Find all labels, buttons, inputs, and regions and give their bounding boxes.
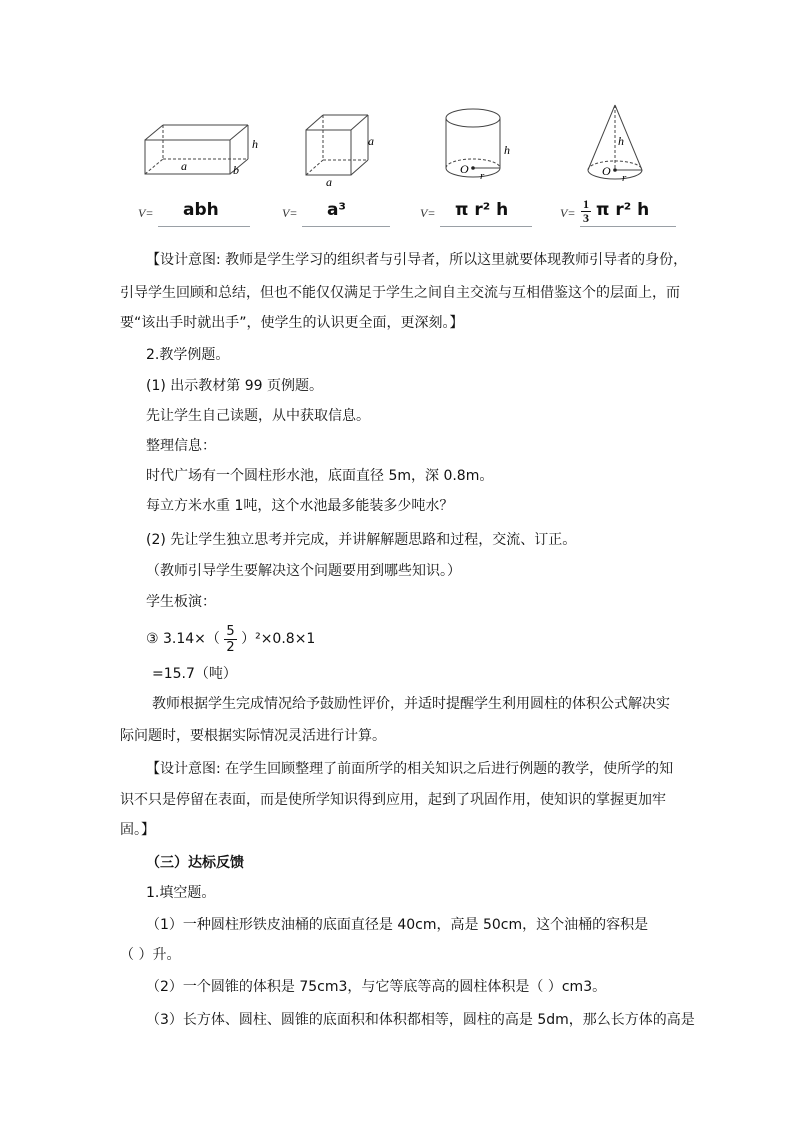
feedback-q1-line2: （ ）升。: [120, 947, 181, 963]
design-intent-2-line2: 识不只是停留在表面，而是使所学知识得到应用，起到了巩固作用，使知识的掌握更加牢: [120, 792, 666, 808]
cylinder-formula-prefix: V=: [420, 206, 436, 220]
calc-suffix: ）²×0.8×1: [241, 631, 316, 647]
example-heading: 2.教学例题。: [146, 347, 230, 363]
cone-formula-value: π r² h: [596, 200, 650, 220]
example-step2: (2) 先让学生独立思考并完成，并讲解解题思路和过程，交流、订正。: [146, 532, 577, 548]
example-info2: 每立方米水重 1吨，这个水池最多能装多少吨水？: [146, 498, 454, 514]
cylinder-formula-value: π r² h: [455, 200, 509, 220]
cube-label-a-bottom: a: [326, 175, 332, 189]
feedback-q3: （3）长方体、圆柱、圆锥的底面积和体积都相等，圆柱的高是 5dm，那么长方体的高是: [146, 1012, 695, 1028]
cone-figure: [582, 100, 662, 190]
example-guide: （教师引导学生要解决这个问题要用到哪些知识。）: [146, 563, 461, 579]
calc-fraction-numerator: 5: [226, 623, 235, 639]
cone-formula-fraction: [581, 198, 591, 225]
cuboid-figure: [135, 100, 260, 185]
design-intent-1-line2: 引导学生回顾和总结，但也不能仅仅满足于学生之间自主交流与互相借鉴这个的层面上，而: [120, 285, 680, 301]
example-organize: 整理信息：: [146, 438, 216, 454]
design-intent-2-line1: 【设计意图: 在学生回顾整理了前面所学的相关知识之后进行例题的教学，使所学的知: [146, 761, 674, 777]
example-calculation: [146, 622, 315, 656]
design-intent-1-line1: 【设计意图: 教师是学生学习的组织者与引导者，所以这里就要体现教师引导者的身份，: [146, 252, 688, 268]
example-eval-line2: 际问题时，要根据实际情况灵活进行计算。: [120, 728, 386, 744]
cylinder-label-o: O: [460, 162, 469, 176]
example-step1: (1) 出示教材第 99 页例题。: [146, 378, 323, 394]
cone-fraction-denominator: 3: [583, 211, 589, 225]
cuboid-formula-value: abh: [183, 200, 219, 220]
cone-formula-prefix: V=: [560, 206, 576, 220]
example-eval-line1: 教师根据学生完成情况给予鼓励性评价，并适时提醒学生利用圆柱的体积公式解决实: [152, 696, 670, 712]
example-result: =15.7（吨）: [152, 666, 237, 682]
cylinder-label-h: h: [504, 143, 510, 157]
design-intent-2-line3: 固。】: [120, 822, 155, 838]
feedback-q1-line1: （1）一种圆柱形铁皮油桶的底面直径是 40cm，高是 50cm，这个油桶的容积是: [146, 917, 649, 933]
cone-label-r: r: [622, 172, 627, 184]
cube-figure: [298, 100, 388, 190]
cylinder-diagram: [440, 100, 530, 190]
calc-fraction-denominator: 2: [226, 639, 235, 655]
cuboid-label-b: b: [233, 163, 239, 177]
cone-diagram: [582, 100, 662, 190]
cuboid-diagram: [135, 100, 260, 185]
cone-label-h: h: [618, 134, 624, 148]
calc-prefix: ③ 3.14×（: [146, 631, 220, 647]
cuboid-formula-prefix: V=: [138, 206, 154, 220]
cylinder-formula: [420, 200, 535, 230]
calc-fraction: [224, 624, 236, 655]
cuboid-label-h: h: [252, 137, 258, 151]
cone-label-o: O: [602, 164, 611, 178]
cuboid-formula: [138, 200, 253, 230]
example-read: 先让学生自己读题，从中获取信息。: [146, 408, 370, 424]
cube-label-a-side: a: [368, 134, 374, 148]
cone-fraction-numerator: 1: [583, 197, 589, 211]
cube-formula: [282, 200, 392, 230]
cone-formula: [560, 197, 680, 230]
cuboid-label-a: a: [181, 159, 187, 173]
cube-formula-prefix: V=: [282, 206, 298, 220]
feedback-heading: （三）达标反馈: [146, 855, 244, 871]
example-info1: 时代广场有一个圆柱形水池，底面直径 5m，深 0.8m。: [146, 468, 494, 484]
cube-diagram: [298, 100, 388, 190]
feedback-fill: 1.填空题。: [146, 885, 216, 901]
cylinder-figure: [440, 100, 530, 190]
feedback-q2: （2）一个圆锥的体积是 75cm3，与它等底等高的圆柱体积是（ ）cm3。: [146, 979, 607, 995]
example-board: 学生板演：: [146, 594, 216, 610]
design-intent-1-line3: 要“该出手时就出手”，使学生的认识更全面，更深刻。】: [120, 315, 464, 331]
cube-formula-value: a³: [327, 200, 346, 220]
cylinder-label-r: r: [480, 170, 485, 182]
